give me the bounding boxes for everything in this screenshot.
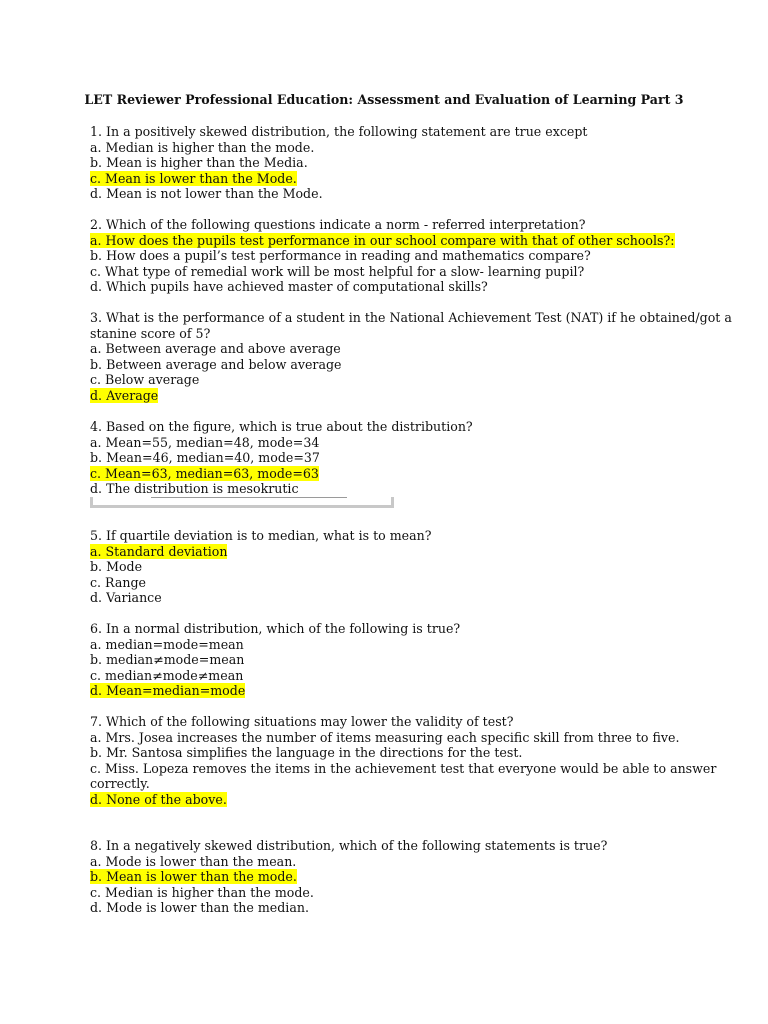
highlighted-answer-text: c. Mean is lower than the Mode. [90,170,297,186]
answer-option [90,761,716,777]
answer-option [90,652,244,668]
highlighted-answer-text: c. Mean=63, median=63, mode=63 [90,465,319,481]
answer-option [90,341,341,357]
line-text: a. Mode is lower than the mean. [90,853,297,869]
highlighted-answer-text: d. Mean=median=mode [90,683,246,698]
highlighted-answer-text: a. Standard deviation [90,543,228,559]
answer-option [90,668,243,684]
answer-option [90,745,522,761]
line-text: b. Between average and below average [90,356,342,372]
line-text: b. Mr. Santosa simplifies the language in the directions for the test. [90,745,523,760]
answer-option [90,481,299,497]
highlighted-answer-text: b. Mean is lower than the mode. [90,869,297,884]
answer-option [90,900,309,916]
line-text: c. Median is higher than the mode. [90,884,314,900]
question-stem [90,838,607,854]
line-text: a. Mean=55, median=48, mode=34 [90,434,320,450]
line-text: 1. In a positively skewed distribution, the following statement are true except [90,124,588,139]
line-text: 6. In a normal distribution, which of the following is true? [90,621,461,636]
question-stem [90,217,586,233]
page-title: LET Reviewer Professional Education: Assessment and Evaluation of Learning Part 3 [84,92,684,107]
line-text: a. Mrs. Josea increases the number of items measuring each specific skill from three to five. [90,729,680,745]
answer-option [90,885,314,901]
answer-option [90,186,323,202]
line-text: b. Mode [90,559,143,574]
line-text: 7. Which of the following situations may lower the validity of test? [90,714,514,729]
line-text: d. Mean is not lower than the Mode. [90,186,323,201]
line-text: correctly. [90,776,150,791]
answer-option [90,248,591,264]
answer-option [90,776,150,792]
answer-option [90,140,314,156]
line-text: stanine score of 5? [90,325,211,341]
answer-option [90,575,146,591]
line-text: d. Variance [90,590,162,605]
line-text: b. Mean is higher than the Media. [90,155,308,170]
question-stem [90,528,432,544]
answer-option [90,792,227,808]
line-text: b. median≠mode=mean [90,652,245,667]
highlighted-answer-text: a. How does the pupils test performance in our school compare with that of other schools?: [90,232,675,248]
highlighted-answer-text: d. None of the above. [90,791,227,807]
answer-option [90,326,210,342]
answer-option [90,869,297,885]
line-text: 4. Based on the figure, which is true about the distribution? [90,419,473,434]
answer-option [90,466,319,482]
question-stem [90,310,732,326]
highlighted-answer-text: d. Average [90,387,159,403]
answer-option [90,155,308,171]
line-text: 5. If quartile deviation is to median, what is to mean? [90,528,432,543]
question-stem [90,419,473,435]
line-text: c. Miss. Lopeza removes the items in the achievement test that everyone would be able to answer [90,760,717,776]
answer-option [90,279,488,295]
line-text: 8. In a negatively skewed distribution, which of the following statements is true? [90,838,608,853]
answer-option [90,264,584,280]
answer-option [90,683,245,699]
answer-option [90,637,244,653]
answer-option [90,357,341,373]
line-text: d. Which pupils have achieved master of computational skills? [90,279,488,294]
line-text: a. Median is higher than the mode. [90,139,315,155]
line-text: 2. Which of the following questions indicate a norm - referred interpretation? [90,217,586,232]
line-text: c. Range [90,574,146,590]
line-text: d. The distribution is mesokrutic [90,481,299,496]
line-text: a. Between average and above average [90,341,341,356]
answer-option [90,233,675,249]
figure-stroke [151,497,347,498]
answer-option [90,854,296,870]
answer-option [90,171,297,187]
line-text: c. Below average [90,372,200,387]
answer-option [90,544,227,560]
answer-option [90,388,158,404]
line-text: c. median≠mode≠mean [90,667,244,683]
question-stem [90,714,513,730]
answer-option [90,450,320,466]
line-text: 3. What is the performance of a student in the National Achievement Test (NAT) if he obtained/got a [90,310,732,325]
answer-option [90,435,319,451]
answer-option [90,372,199,388]
question-stem [90,621,460,637]
line-text: b. Mean=46, median=40, mode=37 [90,450,320,465]
line-text: d. Mode is lower than the median. [90,900,309,915]
line-text: a. median=mode=mean [90,636,244,652]
line-text: b. How does a pupil’s test performance in reading and mathematics compare? [90,248,591,263]
answer-option [90,730,680,746]
answer-option [90,590,162,606]
answer-option [90,559,142,575]
distribution-figure-fragment [90,497,394,508]
line-text: c. What type of remedial work will be most helpful for a slow- learning pupil? [90,263,585,279]
question-stem [90,124,587,140]
